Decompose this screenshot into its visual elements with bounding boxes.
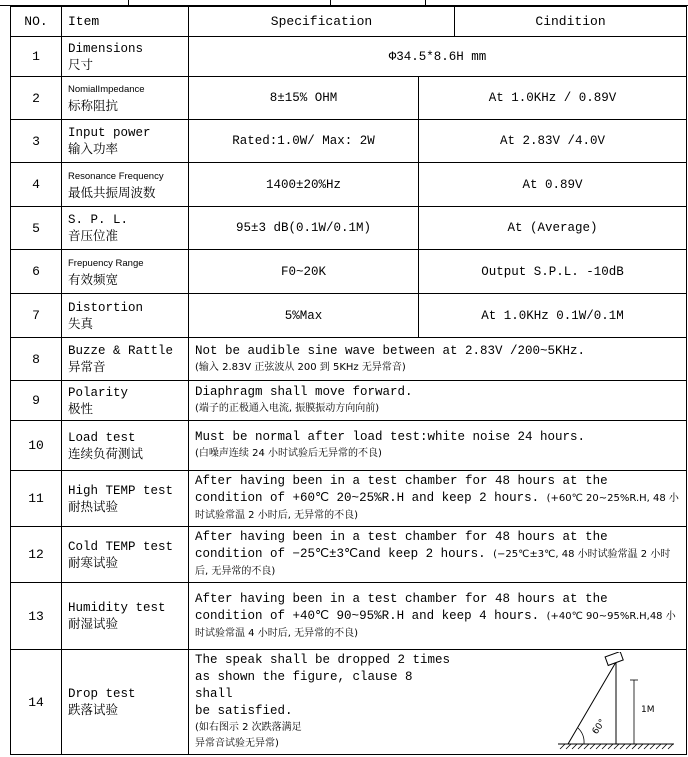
item-label-zh: 耐热试验: [68, 498, 119, 514]
item-label-en: Buzze & Rattle: [68, 344, 174, 358]
item-cell: [62, 381, 189, 421]
row-number: 12: [11, 527, 62, 583]
header-no: NO.: [11, 7, 62, 37]
description-text-zh: (输入 2.83V 正弦波从 200 到 5KHz 无异常音): [195, 361, 406, 373]
spec-value: Φ34.5*8.6H mm: [189, 37, 687, 77]
item-label-en: Resonance Frequency: [68, 170, 164, 182]
row-number: 7: [11, 294, 62, 338]
description-text: After having been in a test chamber for 48 hours at the condition of −25℃±3℃and keep 2 hours.: [195, 530, 608, 561]
table-row: [11, 163, 687, 207]
item-label-en: Dimensions: [68, 41, 144, 56]
row-number: 3: [11, 120, 62, 163]
description-text-zh: (端子的正极通入电流, 振膜振动方向向前): [195, 403, 380, 414]
description-cell: [189, 421, 687, 471]
table-row: [11, 77, 687, 120]
row-number: 11: [11, 471, 62, 527]
row-number: 13: [11, 583, 62, 650]
item-cell: [62, 37, 189, 77]
description-text: Not be audible sine wave between at 2.83V /200~5KHz.: [195, 343, 586, 358]
row-number: 14: [11, 650, 62, 755]
item-cell: [62, 77, 189, 120]
description-text: After having been in a test chamber for 48 hours at the condition of +40℃ 90~95%R.H and keep 4 hours.: [195, 591, 608, 623]
table-row: [11, 583, 687, 650]
row-number: 10: [11, 421, 62, 471]
table-row: [11, 421, 687, 471]
spec-value: F0~20K: [189, 250, 419, 294]
item-label-zh: 标称阻抗: [68, 98, 119, 113]
item-label-en: Drop test: [68, 687, 136, 701]
spec-value: 5%Max: [189, 294, 419, 338]
item-cell: [62, 583, 189, 650]
item-label-zh: 极性: [68, 400, 94, 416]
row-number: 5: [11, 207, 62, 250]
item-label-en: Polarity: [68, 385, 129, 400]
item-label-zh: 音压位准: [68, 228, 119, 243]
item-cell: [62, 294, 189, 338]
description-text-zh: (−25℃±3℃, 48 小时试验常温 2 小时后, 无异常的不良): [195, 549, 671, 577]
item-label-zh: 异常音: [68, 359, 106, 374]
item-cell: [62, 120, 189, 163]
ground-hatch: [560, 744, 673, 749]
item-label-zh: 跌落试验: [68, 702, 119, 717]
row-number: 8: [11, 338, 62, 381]
item-label-en: High TEMP test: [68, 483, 174, 498]
condition-value: Output S.P.L. -10dB: [419, 250, 687, 294]
description-text: be satisfied.: [195, 704, 293, 718]
item-label-zh: 失真: [68, 315, 94, 331]
specification-table: [10, 6, 687, 755]
row-number: 6: [11, 250, 62, 294]
description-text: as shown the figure, clause 8 shall: [195, 670, 413, 701]
table-row: [11, 471, 687, 527]
item-label-zh: 输入功率: [68, 141, 119, 156]
drop-test-text: [195, 652, 455, 752]
condition-value: At 1.0KHz / 0.89V: [419, 77, 687, 120]
item-cell: [62, 338, 189, 381]
description-text: The speak shall be dropped 2 times: [195, 653, 451, 667]
item-label-zh: 耐湿试验: [68, 616, 119, 631]
table-row: [11, 250, 687, 294]
condition-value: At 2.83V /4.0V: [419, 120, 687, 163]
table-row: [11, 527, 687, 583]
item-label-zh: 尺寸: [68, 56, 94, 72]
item-label-en: Humidity test: [68, 601, 166, 615]
condition-value: At (Average): [419, 207, 687, 250]
drop-test-figure: [554, 652, 678, 752]
item-cell: [62, 471, 189, 527]
table-row: [11, 294, 687, 338]
item-label-zh: 有效频宽: [68, 271, 119, 287]
item-label-en: Input power: [68, 126, 151, 140]
table-row: [11, 650, 687, 755]
item-label-en: Distortion: [68, 300, 144, 315]
item-cell: [62, 421, 189, 471]
description-text: Must be normal after load test:white noise 24 hours.: [195, 430, 586, 444]
item-cell: [62, 250, 189, 294]
description-text-zh: 异常音试验无异常): [195, 738, 279, 749]
condition-value: At 0.89V: [419, 163, 687, 207]
table-row: [11, 207, 687, 250]
description-text-zh: (白噪声连续 24 小时试验后无异常的不良): [195, 448, 382, 459]
description-cell: [189, 650, 687, 755]
speaker-shape: [605, 652, 623, 665]
description-text-zh: (如右图示 2 次跌落满足: [195, 722, 302, 733]
description-cell: [189, 381, 687, 421]
row-number: 2: [11, 77, 62, 120]
item-cell: [62, 527, 189, 583]
table-row: [11, 381, 687, 421]
angle-label: 60°: [590, 717, 609, 737]
drop-test-content: [195, 652, 682, 752]
angle-arc: [578, 728, 584, 744]
spec-value: 8±15% OHM: [189, 77, 419, 120]
spec-value: Rated:1.0W/ Max: 2W: [189, 120, 419, 163]
item-cell: [62, 650, 189, 755]
description-text: After having been in a test chamber for 48 hours at the condition of +60℃ 20~25%R.H and keep 2 hours.: [195, 474, 608, 505]
table-row: [11, 37, 687, 77]
description-cell: [189, 527, 687, 583]
item-label-zh: 最低共振周波数: [68, 184, 156, 200]
row-number: 4: [11, 163, 62, 207]
table-row: [11, 120, 687, 163]
table-header-row: [11, 7, 687, 37]
row-number: 1: [11, 37, 62, 77]
item-label-en: Cold TEMP test: [68, 539, 174, 554]
description-cell: [189, 583, 687, 650]
description-text-zh: (+40℃ 90~95%R.H,48 小时试验常温 4 小时后, 无异常的不良): [195, 610, 676, 639]
description-text: Diaphragm shall move forward.: [195, 385, 413, 399]
description-text-zh: (+60℃ 20~25%R.H, 48 小时试验常温 2 小时后, 无异常的不良): [195, 493, 679, 521]
header-specification: Specification: [189, 7, 455, 37]
item-cell: [62, 207, 189, 250]
spec-value: 95±3 dB(0.1W/0.1M): [189, 207, 419, 250]
spec-value: 1400±20%Hz: [189, 163, 419, 207]
item-label-en: Load test: [68, 430, 136, 445]
row-number: 9: [11, 381, 62, 421]
item-label-zh: 耐寒试验: [68, 554, 119, 570]
item-cell: [62, 163, 189, 207]
header-item: Item: [62, 7, 189, 37]
height-label: 1M: [641, 705, 655, 715]
item-label-en: NomialImpedance: [68, 84, 145, 95]
header-condition: Cindition: [455, 7, 687, 37]
item-label-en: S. P. L.: [68, 213, 129, 227]
item-label-en: Frepuency Range: [68, 257, 144, 269]
condition-value: At 1.0KHz 0.1W/0.1M: [419, 294, 687, 338]
table-row: [11, 338, 687, 381]
description-cell: [189, 338, 687, 381]
item-label-zh: 连续负荷测试: [68, 445, 144, 461]
description-cell: [189, 471, 687, 527]
